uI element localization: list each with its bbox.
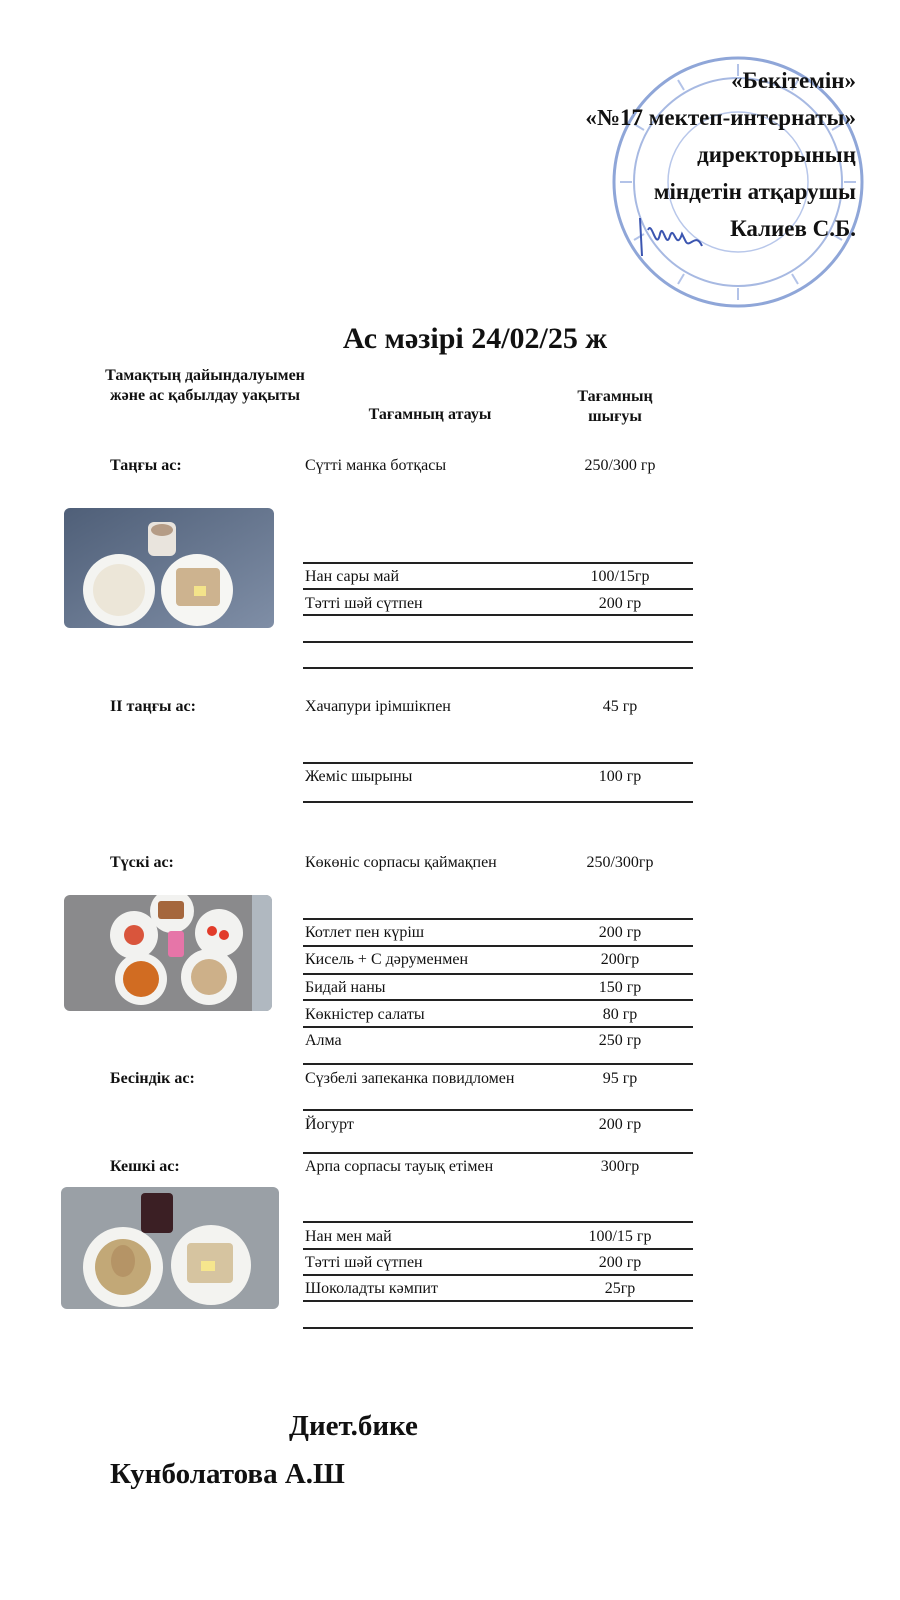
divider	[303, 945, 693, 947]
dish-portion: 200 гр	[598, 1254, 642, 1271]
dietitian-name: Кунболатова А.Ш	[110, 1458, 345, 1490]
dish-name: Көкөніс сорпасы қаймақпен	[305, 854, 497, 871]
dish-portion: 250/300гр	[586, 854, 654, 871]
dish-portion: 100 гр	[598, 768, 642, 785]
dish-name: Шоколадты кәмпит	[305, 1280, 438, 1297]
lunch-photo	[64, 895, 272, 1011]
header-time: Тамақтың дайындалуымен және ас қабылдау уақыты	[105, 367, 305, 404]
dish-portion: 100/15 гр	[588, 1228, 652, 1245]
meal-label-lunch: Түскі ас:	[110, 854, 174, 871]
dish-portion: 200гр	[600, 951, 640, 968]
divider	[303, 641, 693, 643]
dish-portion: 80 гр	[602, 1006, 638, 1023]
divider	[303, 1152, 693, 1154]
page-title: Ас мәзірі 24/02/25 ж	[342, 322, 608, 355]
dish-name: Көкністер салаты	[305, 1006, 425, 1023]
dish-name: Сүтті манка ботқасы	[305, 457, 447, 474]
meal-label-breakfast: Таңғы ас:	[110, 457, 182, 474]
divider	[303, 973, 693, 975]
dish-name: Сүзбелі запеканка повидломен	[305, 1070, 515, 1087]
divider	[303, 1221, 693, 1223]
divider	[303, 801, 693, 803]
dish-name: Тәтті шәй сүтпен	[305, 595, 423, 612]
meal-label-dinner: Кешкі ас:	[110, 1158, 180, 1175]
dish-name: Кисель + С дәруменмен	[305, 951, 469, 968]
dish-portion: 200 гр	[598, 595, 642, 612]
dish-portion: 25гр	[604, 1280, 636, 1297]
dish-portion: 100/15гр	[590, 568, 650, 585]
dish-portion: 200 гр	[598, 924, 642, 941]
divider	[303, 1109, 693, 1111]
dish-name: Алма	[305, 1032, 342, 1049]
dish-name: Тәтті шәй сүтпен	[305, 1254, 423, 1271]
divider	[303, 918, 693, 920]
dish-portion: 250/300 гр	[584, 457, 656, 474]
divider	[303, 614, 693, 616]
approval-line-3: директорының	[697, 142, 856, 167]
divider	[303, 1327, 693, 1329]
divider	[303, 1274, 693, 1276]
dish-portion: 150 гр	[598, 979, 642, 996]
divider	[303, 762, 693, 764]
divider	[303, 562, 693, 564]
divider	[303, 1300, 693, 1302]
divider	[303, 1026, 693, 1028]
dish-name: Нан сары май	[305, 568, 400, 585]
approval-block	[585, 62, 856, 247]
header-dish: Тағамның атауы	[368, 406, 492, 423]
divider	[303, 667, 693, 669]
approval-line-4: міндетін атқарушы	[653, 179, 856, 204]
dish-name: Йогурт	[305, 1116, 354, 1133]
dish-portion: 45 гр	[602, 698, 638, 715]
dish-name: Бидай наны	[305, 979, 386, 996]
meal-label-second-breakfast: II таңғы ас:	[110, 698, 196, 715]
breakfast-photo	[64, 508, 274, 628]
dish-name: Жеміс шырыны	[305, 768, 413, 785]
dietitian-role: Диет.бике	[289, 1410, 418, 1442]
meal-label-snack: Бесіндік ас:	[110, 1070, 195, 1087]
dish-name: Арпа сорпасы тауық етімен	[305, 1158, 494, 1175]
approval-line-2: «№17 мектеп-интернаты»	[585, 105, 856, 130]
divider	[303, 999, 693, 1001]
dish-name: Нан мен май	[305, 1228, 392, 1245]
approval-line-1: «Бекітемін»	[731, 68, 856, 93]
header-yield: Тағамның шығуы	[577, 388, 653, 425]
dish-name: Котлет пен күріш	[305, 924, 425, 941]
dinner-photo	[61, 1187, 279, 1309]
dish-portion: 200 гр	[598, 1116, 642, 1133]
approval-line-5: Калиев С.Б.	[730, 216, 856, 241]
divider	[303, 1248, 693, 1250]
dish-portion: 250 гр	[598, 1032, 642, 1049]
dish-portion: 300гр	[600, 1158, 640, 1175]
divider	[303, 588, 693, 590]
dish-name: Хачапури ірімшікпен	[305, 698, 451, 715]
divider	[303, 1063, 693, 1065]
dish-portion: 95 гр	[602, 1070, 638, 1087]
